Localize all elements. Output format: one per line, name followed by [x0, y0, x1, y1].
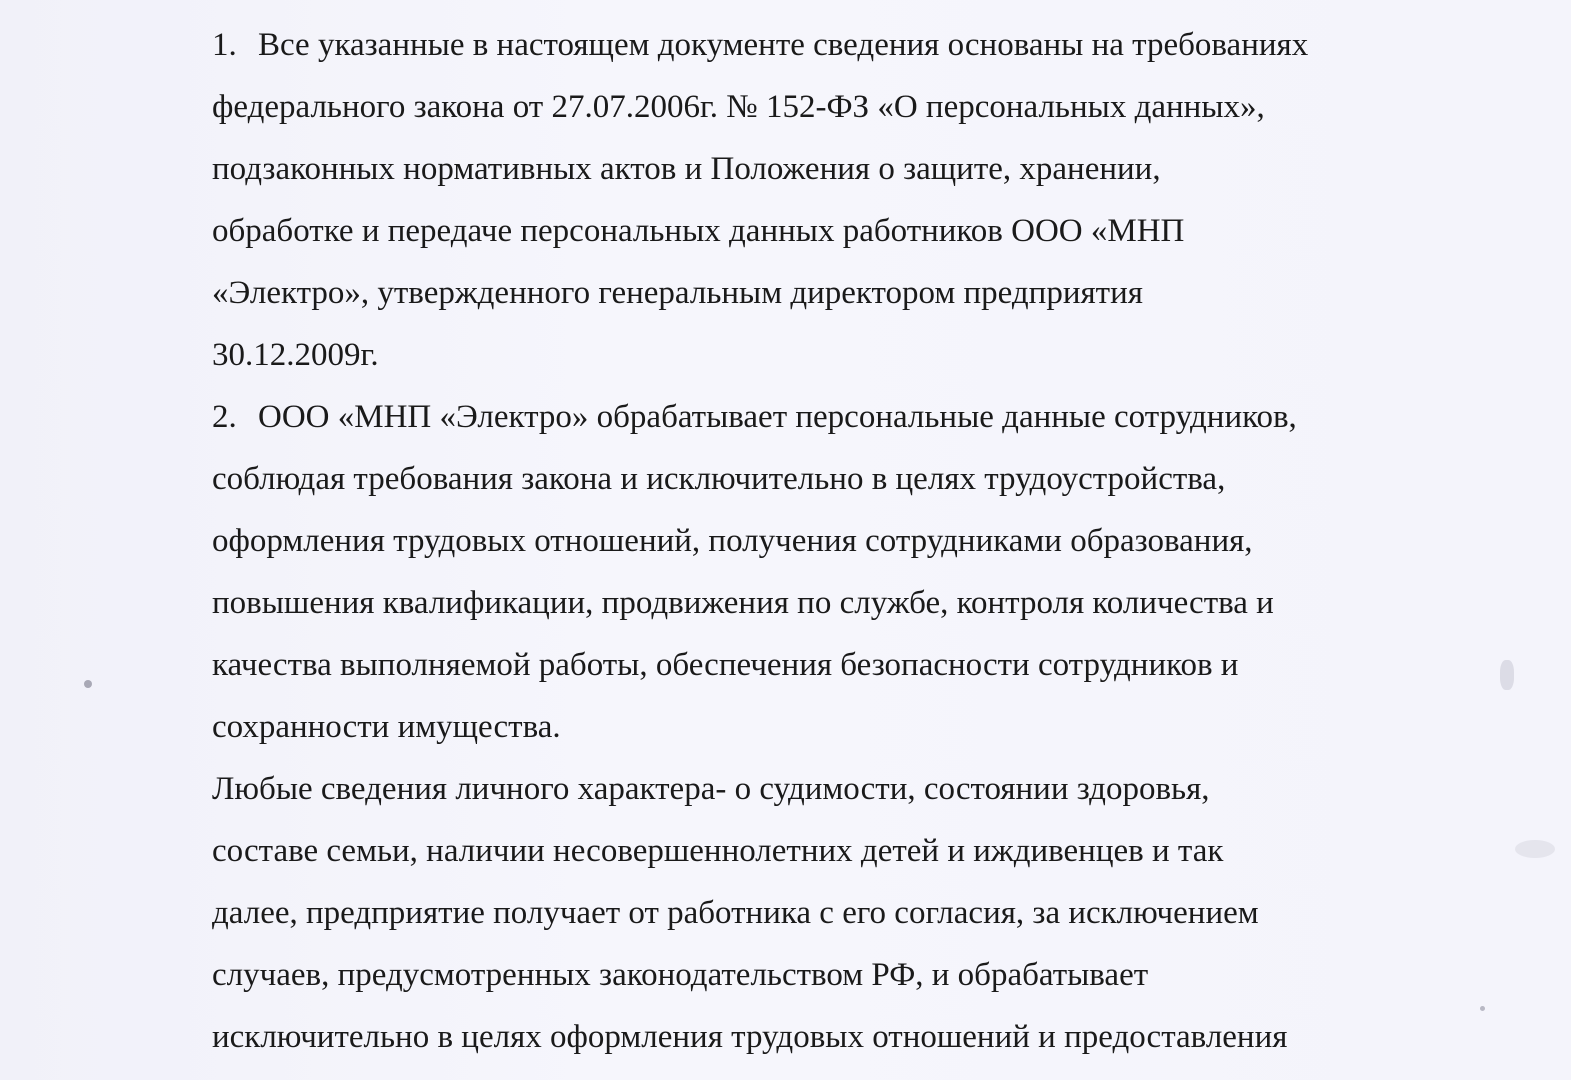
line-text: составе семьи, наличии несовершеннолетних детей и иждивенцев и так — [212, 833, 1224, 869]
text-line — [212, 14, 1442, 76]
list-number: 1. — [212, 27, 237, 63]
text-line — [212, 448, 1442, 510]
line-text: оформления трудовых отношений, получения сотрудниками образования, — [212, 523, 1253, 559]
text-line — [212, 262, 1442, 324]
line-text: повышения квалификации, продвижения по службе, контроля количества и — [212, 585, 1274, 621]
text-line — [212, 324, 1442, 386]
line-text: соблюдая требования закона и исключительно в целях трудоустройства, — [212, 461, 1226, 497]
line-text: случаев, предусмотренных законодательством РФ, и обрабатывает — [212, 957, 1149, 993]
text-line — [212, 634, 1442, 696]
line-text: обработке и передаче персональных данных работников ООО «МНП — [212, 213, 1185, 249]
line-text: ООО «МНП «Электро» обрабатывает персональные данные сотрудников, — [258, 399, 1297, 435]
text-line — [212, 1006, 1442, 1068]
text-line — [212, 944, 1442, 1006]
text-line — [212, 882, 1442, 944]
scan-speck — [84, 680, 92, 688]
text-line — [212, 138, 1442, 200]
text-line — [212, 200, 1442, 262]
text-line — [212, 696, 1442, 758]
document-body — [212, 14, 1442, 1068]
scan-smudge — [1515, 840, 1555, 858]
text-line — [212, 386, 1442, 448]
text-line — [212, 510, 1442, 572]
line-text: далее, предприятие получает от работника с его согласия, за исключением — [212, 895, 1259, 931]
line-text: Все указанные в настоящем документе сведения основаны на требованиях — [258, 27, 1309, 63]
list-number: 2. — [212, 399, 237, 435]
line-text: подзаконных нормативных актов и Положения о защите, хранении, — [212, 151, 1161, 187]
line-text: Любые сведения личного характера- о судимости, состоянии здоровья, — [212, 771, 1210, 807]
text-line — [212, 758, 1442, 820]
scan-smudge — [1500, 660, 1514, 690]
text-line — [212, 76, 1442, 138]
text-line — [212, 820, 1442, 882]
line-text: 30.12.2009г. — [212, 337, 379, 373]
line-text: федерального закона от 27.07.2006г. № 152-ФЗ «О персональных данных», — [212, 89, 1265, 125]
scan-speck — [1480, 1006, 1485, 1011]
line-text: качества выполняемой работы, обеспечения безопасности сотрудников и — [212, 647, 1239, 683]
text-line — [212, 572, 1442, 634]
line-text: исключительно в целях оформления трудовых отношений и предоставления — [212, 1019, 1288, 1055]
line-text: «Электро», утвержденного генеральным директором предприятия — [212, 275, 1143, 311]
line-text: сохранности имущества. — [212, 709, 561, 745]
